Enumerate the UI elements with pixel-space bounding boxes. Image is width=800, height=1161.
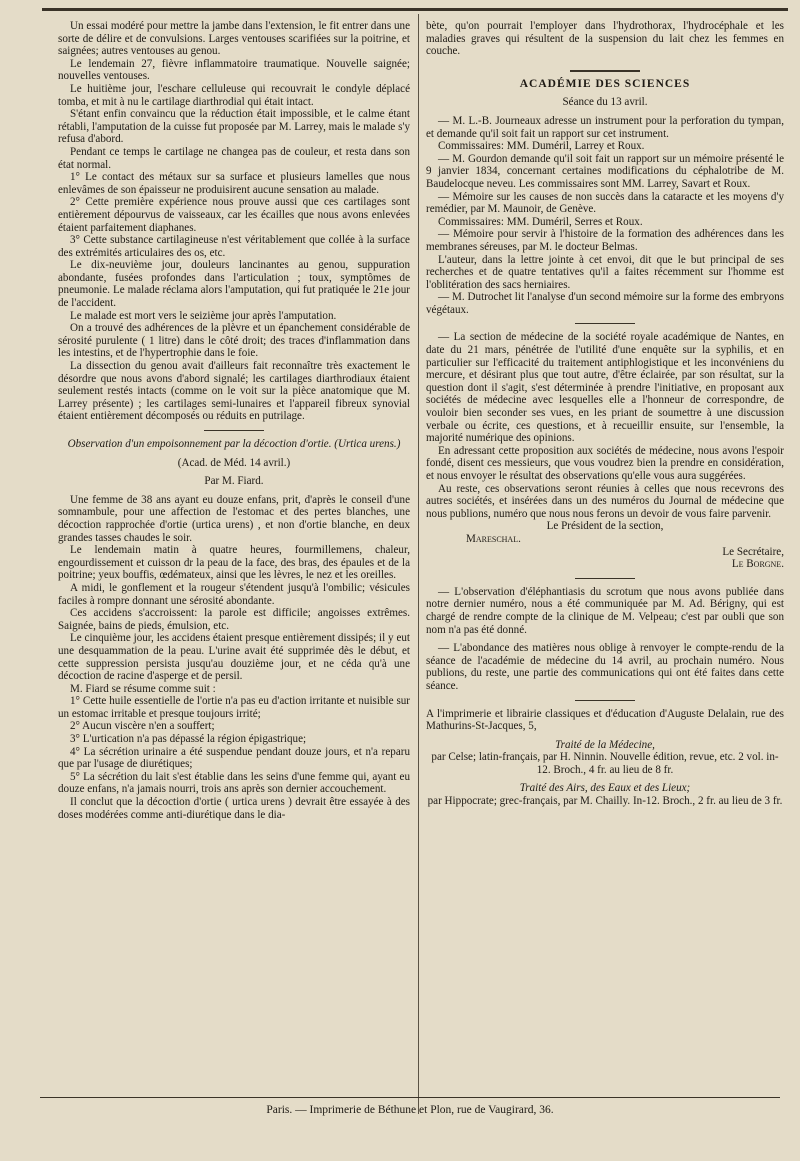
paragraph: Le huitième jour, l'eschare celluleuse qui recouvrait le condyle déplacé tomba, et mit à nu le cartilage diarthrodial qui était intact. <box>58 82 410 108</box>
paragraph: Commissaires: MM. Duméril, Larrey et Roux. <box>438 140 645 153</box>
paragraph: Le lendemain 27, fièvre inflammatoire traumatique. Nouvelle saignée; nouvelles ventouses. <box>58 57 410 83</box>
paragraph: Le dix-neuvième jour, douleurs lancinantes au genou, suppuration abondante, fusées profondes dans l'articulation ; toux, symptômes de pneumonie. Le malade réclama alors l'amputation, qui fut pratiquée le 21e jour de l'accident. <box>58 259 410 310</box>
book-title: Traité de la Médecine, <box>555 738 655 751</box>
section-separator <box>575 578 635 579</box>
paragraph: Un essai modéré pour mettre la jambe dans l'extension, le fit entrer dans une sorte de délire et de convulsions. Larges ventouses scarifiées sur la poitrine, et saignées; autres ventouses au genou. <box>58 20 410 58</box>
article-source: (Acad. de Méd. 14 avril.) <box>177 456 291 469</box>
paragraph: — L'observation d'éléphantiasis du scrotum que nous avons publiée dans notre dernier numéro, nous a été communiquée par M. Ad. Bérigny, qui est chargé de rendre compte de la clinique de M. Velpeau; c'est par oubli que son nom n'a pas été donné. <box>426 585 784 636</box>
paragraph: Pendant ce temps le cartilage ne changea pas de couleur, et resta dans son état normal. <box>58 145 410 171</box>
printer-imprint: Paris. — Imprimerie de Béthune et Plon, rue de Vaugirard, 36. <box>266 1104 554 1116</box>
paragraph: — M. Gourdon demande qu'il soit fait un rapport sur un mémoire présenté le 9 janvier 1834, concernant certaines modifications du céphalotribe de M. Baudelocque neveu. Les commissaires sont MM. Larrey, Savart et Roux. <box>426 152 784 190</box>
paragraph: 3° Cette substance cartilagineuse n'est véritablement que collée à la surface des extrémités articulaires des os, etc. <box>58 234 410 259</box>
paragraph: Une femme de 38 ans ayant eu douze enfans, prit, d'après le conseil d'une somnambule, pour une affection de l'estomac et des pertes blanches, une décoction rapprochée d'ortie (urtica urens) , et non d'ortie blanche, en deux grandes tasses chaudes le soir. <box>58 493 410 544</box>
paragraph: Le malade est mort vers le seizième jour après l'amputation. <box>70 309 337 322</box>
paragraph: 1° Cette huile essentielle de l'ortie n'a pas eu d'action irritante et nuisible sur un estomac irritable et presque toujours irrité; <box>58 695 410 720</box>
signature-president: Le Président de la section, <box>546 520 664 533</box>
paragraph: — La section de médecine de la société royale académique de Nantes, en date du 21 mars, pénétrée de l'utilité d'une enquête sur la syphilis, et en particulier sur l'efficacité du traitement antiphlogistique et les inconvéniens du mercure, et désirant plus que tout autre, d'être éclairée, par son résultat, sur la question dont il s'agit, s'est déterminée à prendre l'initiative, en proposant aux sociétés de médecine avec lesquelles elle a l'honneur de correspondre, de vouloir bien seconder ses vues, en les priant de soumettre à une discussion verbale ou écrite, ces questions, et à recueillir ensuite, sur l'ensemble, la majorité numérique des opinions. <box>426 331 784 445</box>
left-column <box>58 20 410 821</box>
signature-secretary: Le Secrétaire, <box>722 545 784 558</box>
paragraph: On a trouvé des adhérences de la plèvre et un épanchement considérable de sérosité purulente ( 1 litre) dans le côté droit; des traces d'inflammation dans les intestins, et de l'hypertrophie dans le foie. <box>58 322 410 360</box>
article-title: Observation d'un empoisonnement par la décoction d'ortie. (Urtica urens.) <box>67 438 401 450</box>
section-separator <box>575 323 635 324</box>
book-description: par Hippocrate; grec-français, par M. Chailly. In-12. Broch., 2 fr. au lieu de 3 fr. <box>427 795 783 808</box>
paragraph: La dissection du genou avait d'ailleurs fait reconnaître très exactement le désordre que nous avons d'abord signalé; les cartilages diarthrodiaux étaient seulement restés intacts (comme on le voit sur la pièce anatomique que M. Larrey présente) ; les cartilages semi-lunaires et l'appareil fibreux synovial étaient entièrement décomposés ou réduits en putrilage. <box>58 360 410 423</box>
section-separator <box>575 700 635 701</box>
paragraph: — M. L.-B. Journeaux adresse un instrument pour la perforation du tympan, et demande qu'il soit fait un rapport sur cet instrument. <box>426 114 784 140</box>
advert-intro: A l'imprimerie et librairie classiques et d'éducation d'Auguste Delalain, rue des Mathurins-St-Jacques, 5, <box>426 707 784 733</box>
paragraph: Le lendemain matin à quatre heures, fourmillemens, chaleur, engourdissement et cuisson dr la peau de la face, des bras, des épaules et de la poitrine; yeux bouffis, œdémateux, ainsi que les lèvres, le nez et les oreilles. <box>58 544 410 582</box>
paragraph: 2° Aucun viscère n'en a souffert; <box>70 720 215 733</box>
paragraph: Ces accidens s'accroissent: la parole est difficile; angoisses extrêmes. Saignée, bains de pieds, émulsion, etc. <box>58 607 410 632</box>
paragraph: A midi, le gonflement et la rougeur s'étendent jusqu'à l'ombilic; vésicules faciles à rompre donnant une sérosité abondante. <box>58 581 410 607</box>
paragraph: — L'abondance des matières nous oblige à renvoyer le compte-rendu de la séance de l'académie de médecine du 14 avril, au prochain numéro. Nous publions, du reste, une partie des communications qui ont été faites dans cette séance. <box>426 642 784 692</box>
right-column <box>426 20 784 808</box>
top-rule <box>42 8 788 11</box>
paragraph: En adressant cette proposition aux sociétés de médecine, nous avons l'espoir fondé, disent ces messieurs, que vous voudrez bien la prendre en considération, et nous envoyer le résultat des observations qu'elle vous aura suggérées. <box>426 444 784 482</box>
article-author: Par M. Fiard. <box>204 475 264 488</box>
paragraph: Au reste, ces observations seront réunies à celles que nous recevrons des autres sociétés, et insérées dans un des numéros du Journal de médecine que nous publions, numéro que nous nous ferons un devoir de vous faire parvenir. <box>426 482 784 520</box>
session-date: Séance du 13 avril. <box>562 96 648 109</box>
signature-president-name: Mareschal. <box>466 532 521 545</box>
paragraph: bète, qu'on pourrait l'employer dans l'hydrothorax, l'hydrocéphale et les maladies graves qui résultent de la suspension du lait chez les femmes en couche. <box>426 20 784 58</box>
paragraph: Commissaires: MM. Duméril, Serres et Roux. <box>438 215 643 228</box>
paragraph: M. Fiard se résume comme suit : <box>70 682 216 695</box>
book-description: par Celse; latin-français, par H. Ninnin. Nouvelle édition, revue, etc. 2 vol. in-12. Broch., 4 fr. au lieu de 8 fr. <box>431 751 779 776</box>
paragraph: L'auteur, dans la lettre jointe à cet envoi, dit que le but principal de ses recherches et de quatre tentatives qu'il a faites récemment sur l'homme est l'oblitération des sacs herniaires. <box>426 253 784 291</box>
paragraph: 4° La sécrétion urinaire a été suspendue pendant douze jours, et n'a reparu que par l'usage de diurétiques; <box>58 745 410 771</box>
paragraph: S'étant enfin convaincu que la réduction était impossible, et le calme étant rétabli, l'amputation de la cuisse fut proposée par M. Larrey, mais le malade s'y refusa d'abord. <box>58 108 410 146</box>
paragraph: — Mémoire pour servir à l'histoire de la formation des adhérences dans les membranes séreuses, par M. le docteur Belmas. <box>426 228 784 253</box>
paragraph: 3° L'urtication n'a pas dépassé la région épigastrique; <box>70 733 307 746</box>
paragraph: Il conclut que la décoction d'ortie ( urtica urens ) devrait être essayée à des doses modérées comme anti-diurétique dans le dia- <box>58 796 410 821</box>
paragraph: — Mémoire sur les causes de non succès dans la cataracte et les moyens d'y remédier, par M. Maunoir, de Genève. <box>426 190 784 216</box>
paragraph: 5° La sécrétion du lait s'est établie dans les seins d'une femme qui, ayant eu douze enfans, n'a jamais nourri, trois ans après son dernier accouchement. <box>58 770 410 796</box>
paragraph: — M. Dutrochet lit l'analyse d'un second mémoire sur la forme des embryons végétaux. <box>426 291 784 316</box>
section-heading: ACADÉMIE DES SCIENCES <box>519 77 691 90</box>
signature-secretary-name: Le Borgne. <box>731 558 784 571</box>
paragraph: Le cinquième jour, les accidens étaient presque entièrement dissipés; il y eut une desquammation de la peau. L'urine avait été supprimée dès le début, et cette suppression persista jusqu'au douzième jour, et ne céda qu'à une décoction de racine d'asperge et de persil. <box>58 632 410 683</box>
section-separator <box>570 70 640 72</box>
paragraph: 2° Cette première expérience nous prouve aussi que ces cartilages sont entièrement dépourvus de vaisseaux, car les écailles que nous avons enlevées étaient parfaitement diaphanes. <box>58 196 410 234</box>
footer-rule <box>40 1097 780 1098</box>
column-divider <box>418 14 419 1114</box>
section-separator <box>204 430 264 431</box>
paragraph: 1° Le contact des métaux sur sa surface et plusieurs lamelles que nous enlevâmes de son épaisseur ne produisirent aucune sensation au malade. <box>58 171 410 196</box>
book-title: Traité des Airs, des Eaux et des Lieux; <box>519 782 691 795</box>
